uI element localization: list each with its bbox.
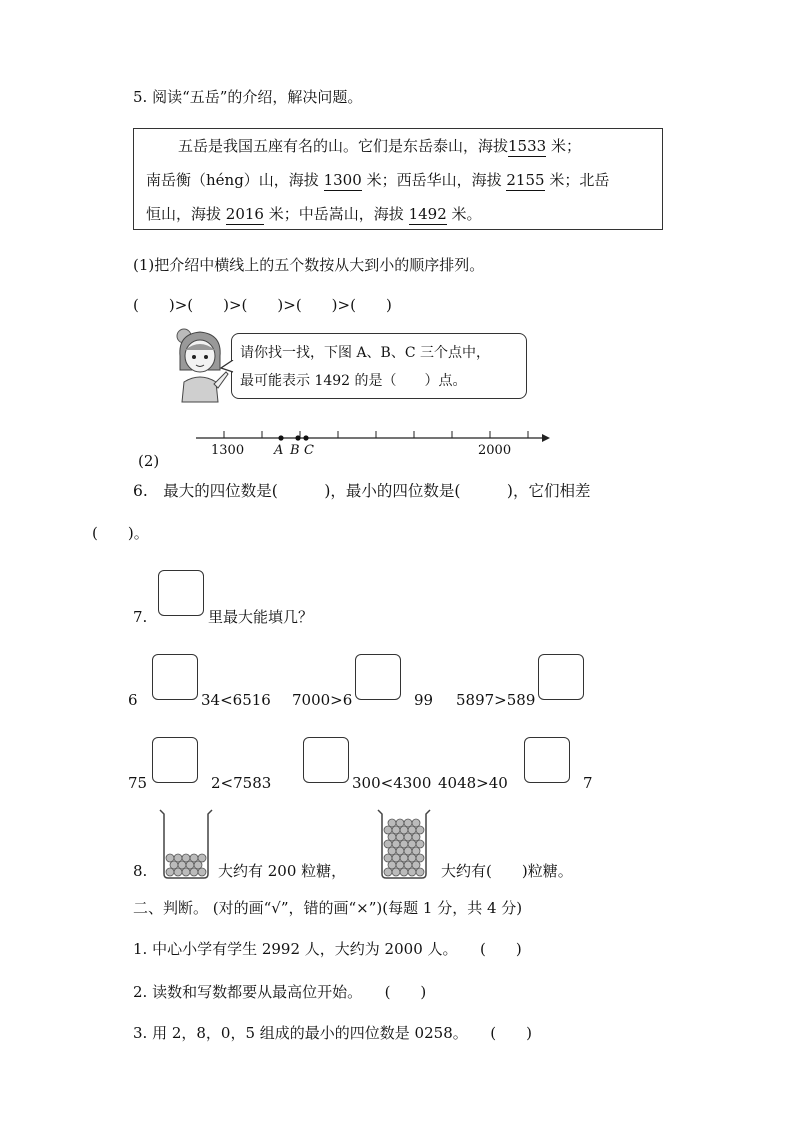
point-a-label: A <box>274 443 284 458</box>
q7-example-box <box>158 570 204 616</box>
row1-b-prefix: 7000>6 <box>292 691 353 709</box>
q7-text: 里最大能填几？ <box>208 608 314 626</box>
jar-with-many-candies <box>376 808 432 880</box>
intro-text: 米；中岳嵩山，海拔 <box>268 205 404 223</box>
row1-b-suffix: 99 <box>414 691 434 709</box>
row2-c-prefix: 4048>40 <box>438 774 508 792</box>
intro-text: 米；北岳 <box>549 171 610 189</box>
intro-text: 恒山，海拔 <box>146 205 222 223</box>
point-c-dot <box>303 435 308 440</box>
speech-bubble <box>231 333 527 399</box>
height-huashan: 2155 <box>506 171 545 189</box>
row1-a-suffix: 34<6516 <box>201 691 271 709</box>
point-c-label: C <box>304 443 314 458</box>
point-b-dot <box>295 435 300 440</box>
answer-box-2[interactable] <box>355 654 401 700</box>
answer-box-1[interactable] <box>152 654 198 700</box>
answer-box-3[interactable] <box>538 654 584 700</box>
intro-text: 米。 <box>451 205 482 223</box>
row2-b-suffix: 300<4300 <box>352 774 432 792</box>
intro-box <box>133 128 663 230</box>
q6-text: 6. 最大的四位数是( )，最小的四位数是( )，它们相差 <box>133 482 591 500</box>
intro-text: 米； <box>550 137 581 155</box>
q7-number: 7. <box>133 608 148 626</box>
numberline-label-1300: 1300 <box>211 443 245 458</box>
height-hengshan-south: 1300 <box>323 171 362 189</box>
intro-line-3 <box>146 207 482 222</box>
q5-part1-answer-blanks[interactable]: ( )>( )>( )>( )>( ) <box>133 296 392 314</box>
jar-with-few-candies <box>158 808 214 880</box>
judge-item-3: 3. 用 2，8，0，5 组成的最小的四位数是 0258。 ( ) <box>133 1024 532 1042</box>
height-taishan: 1533 <box>508 137 547 155</box>
q8-text-1: 大约有 200 粒糖， <box>218 862 347 880</box>
answer-box-4[interactable] <box>152 737 198 783</box>
row2-c-suffix: 7 <box>583 774 593 792</box>
bubble-line-2: 最可能表示 1492 的是（ ）点。 <box>240 373 467 389</box>
intro-text: 五岳是我国五座有名的山。它们是东岳泰山，海拔 <box>178 137 509 155</box>
point-b-label: B <box>290 443 300 458</box>
intro-line-1 <box>178 139 581 154</box>
judge-item-1: 1. 中心小学有学生 2992 人，大约为 2000 人。 ( ) <box>133 940 522 958</box>
q5-part1-text: (1)把介绍中横线上的五个数按从大到小的顺序排列。 <box>133 256 485 274</box>
answer-box-6[interactable] <box>524 737 570 783</box>
q6-text-cont: ( )。 <box>92 524 149 542</box>
numberline-label-2000: 2000 <box>478 443 512 458</box>
bubble-tail <box>220 360 234 374</box>
q8-text-2: 大约有( )粒糖。 <box>441 862 573 880</box>
point-a-dot <box>278 435 283 440</box>
intro-text: 米；西岳华山，海拔 <box>366 171 502 189</box>
answer-box-5[interactable] <box>303 737 349 783</box>
q8-number: 8. <box>133 862 148 880</box>
q5-title: 5. 阅读“五岳”的介绍，解决问题。 <box>133 88 363 106</box>
intro-line-2 <box>146 173 609 188</box>
row1-c-prefix: 5897>589 <box>456 691 536 709</box>
height-songshan: 1492 <box>408 205 447 223</box>
judge-item-2: 2. 读数和写数都要从最高位开始。 ( ) <box>133 983 427 1001</box>
q5-part2-label: (2) <box>138 452 160 470</box>
row2-a-suffix: 2<7583 <box>211 774 272 792</box>
intro-text: 南岳衡（héng）山，海拔 <box>146 171 319 189</box>
row2-a-prefix: 75 <box>128 774 148 792</box>
bubble-line-1: 请你找一找，下图 A、B、C 三个点中， <box>240 345 491 361</box>
section2-title: 二、判断。 (对的画“√”，错的画“×”)(每题 1 分，共 4 分) <box>133 899 523 917</box>
height-hengshan-north: 2016 <box>225 205 264 223</box>
row1-a-prefix: 6 <box>128 691 138 709</box>
